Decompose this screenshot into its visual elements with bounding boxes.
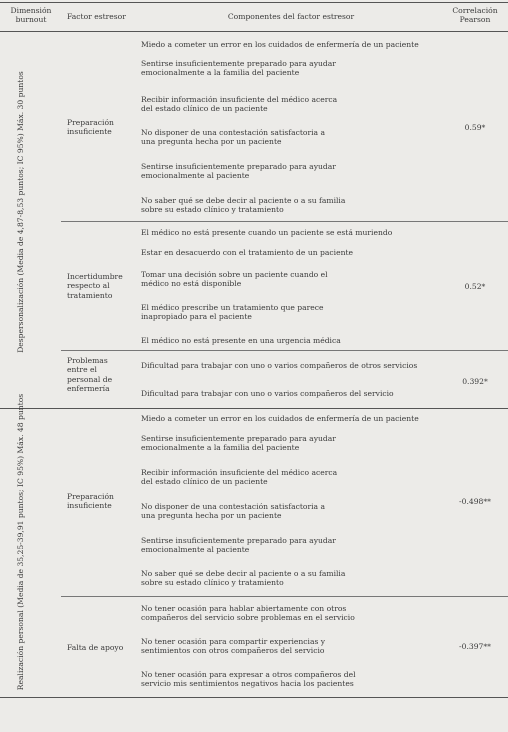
row-divider	[61, 221, 508, 222]
component-item: No tener ocasión para compartir experiencias y sentimientos con otros compañeros del servicio	[141, 637, 326, 656]
component-item: Sentirse insuficientemente preparado para ayudar emocionalmente al paciente	[141, 162, 336, 181]
component-item: Recibir información insuficiente del médico acerca del estado clínico de un paciente	[141, 95, 338, 114]
correlation-value: 0.392*	[462, 377, 488, 386]
factor-name: Incertidumbre respecto al tratamiento	[67, 272, 123, 300]
table-bottom-rule	[0, 697, 508, 698]
component-item: No saber qué se debe decir al paciente o a su familia sobre su estado clínico y tratamiento	[141, 569, 346, 588]
component-item: No disponer de una contestación satisfactoria a una pregunta hecha por un paciente	[141, 502, 326, 521]
component-item: El médico no está presente en una urgencia médica	[141, 336, 341, 345]
header-factor: Factor estresor	[67, 12, 126, 21]
correlation-value: -0.498**	[459, 497, 491, 506]
correlation-value: 0.52*	[464, 282, 486, 291]
header-rule	[0, 31, 508, 32]
factor-name: Preparación insuficiente	[67, 492, 114, 511]
header-correlation: Correlación Pearson	[452, 6, 498, 25]
factor-name: Problemas entre el personal de enfermería	[67, 356, 113, 394]
component-item: Dificultad para trabajar con uno o varios compañeros de otros servicios	[141, 361, 418, 370]
dimension-divider	[0, 408, 508, 409]
dimension-label: Realización personal (Media de 35,25-39,91 puntos; IC 95%) Máx. 48 puntos	[16, 393, 25, 691]
component-item: No saber qué se debe decir al paciente o a su familia sobre su estado clínico y tratamiento	[141, 196, 346, 215]
dimension-label: Despersonalización (Media de 4,87-8,53 puntos; IC 95%) Máx. 30 puntos	[16, 71, 25, 353]
component-item: Miedo a cometer un error en los cuidados de enfermería de un paciente	[141, 414, 419, 423]
correlation-value: -0.397**	[459, 642, 491, 651]
component-item: Estar en desacuerdo con el tratamiento de un paciente	[141, 248, 354, 257]
component-item: Sentirse insuficientemente preparado para ayudar emocionalmente a la familia del paciente	[141, 434, 336, 453]
correlation-value: 0.59*	[464, 123, 486, 132]
component-item: Sentirse insuficientemente preparado para ayudar emocionalmente al paciente	[141, 536, 336, 555]
component-item: Miedo a cometer un error en los cuidados de enfermería de un paciente	[141, 40, 419, 49]
component-item: No tener ocasión para expresar a otros compañeros del servicio mis sentimientos negativos hacia los pacientes	[141, 670, 356, 689]
factor-name: Falta de apoyo	[67, 643, 124, 652]
component-item: No disponer de una contestación satisfactoria a una pregunta hecha por un paciente	[141, 128, 326, 147]
row-divider	[61, 596, 508, 597]
component-item: Dificultad para trabajar con uno o varios compañeros del servicio	[141, 389, 394, 398]
component-item: Tomar una decisión sobre un paciente cuando el médico no está disponible	[141, 270, 328, 289]
header-components: Componentes del factor estresor	[227, 12, 355, 21]
component-item: Recibir información insuficiente del médico acerca del estado clínico de un paciente	[141, 468, 338, 487]
component-item: No tener ocasión para hablar abiertamente con otros compañeros del servicio sobre problemas en el servicio	[141, 604, 355, 623]
component-item: El médico prescribe un tratamiento que parece inapropiado para el paciente	[141, 303, 324, 322]
header-dimension: Dimensión burnout	[10, 6, 52, 25]
component-item: El médico no está presente cuando un paciente se está muriendo	[141, 228, 393, 237]
table-top-rule	[0, 2, 508, 3]
factor-name: Preparación insuficiente	[67, 118, 114, 137]
row-divider	[61, 350, 508, 351]
component-item: Sentirse insuficientemente preparado para ayudar emocionalmente a la familia del paciente	[141, 59, 336, 78]
